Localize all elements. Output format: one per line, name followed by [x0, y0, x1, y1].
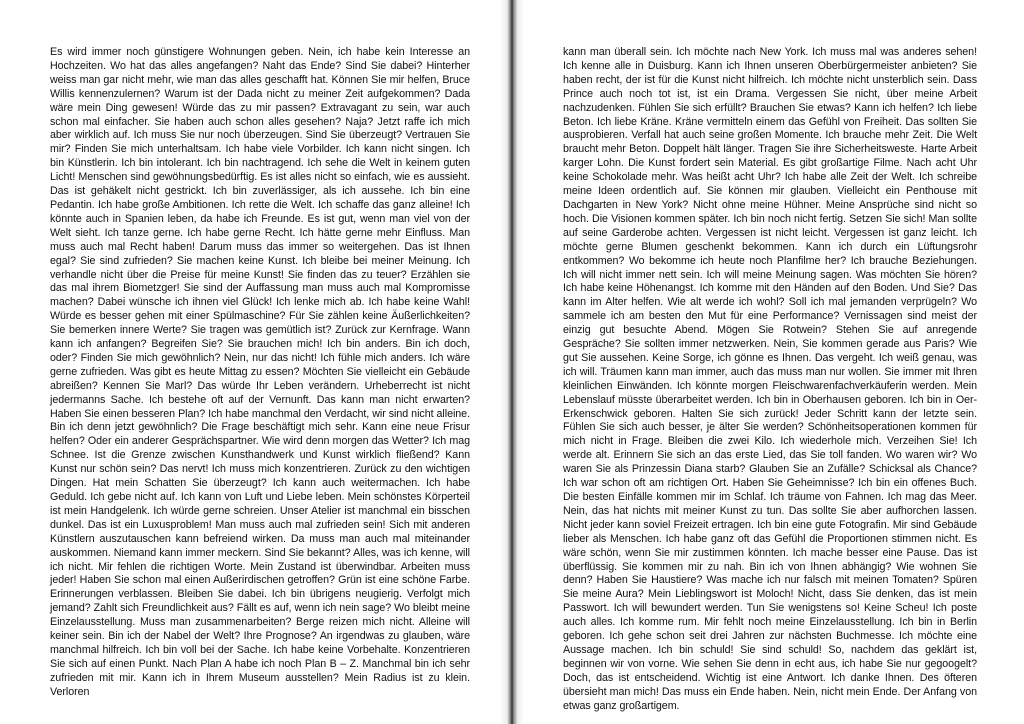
left-page-text: Es wird immer noch günstigere Wohnungen geben. Nein, ich habe kein Interesse an Hochzeiten. Wo hat das alles angefangen? Naht das Ende? Sind Sie dabei? Hinterher weiss man gar nicht mehr, wie man das alles geschafft hat. Können Sie mir helfen, Bruce Willis kennenzulernen? Warum ist der Dada nicht zu meiner Zeit aufgekommen? Dada wäre mein Ding gewesen! Würde das zu mir passen? Extravagant zu sein, war auch schon mal einfacher. Sie haben auch schon alles gesehen? Naja? Jetzt raffe ich mich aber wirklich auf. Ich muss Sie nur noch überzeugen. Sind Sie überzeugt? Vertrauen Sie mir? Finden Sie mich unterhaltsam. Ich habe viele Vorbilder. Ich kann nicht singen. Ich bin Künstlerin. Ich bin intolerant. Ich bin nachtragend. Ich sehe die Welt in keinem guten Licht! Menschen sind gewöhnungsbedürftig. Es ist alles nicht so einfach, wie es aussieht. Das ist gehäkelt nicht gestrickt. Ich bin zuverlässiger, als ich aussehe. Ich bin eine Pedantin. Ich habe große Ambitionen. Ich rette die Welt. Ich schaffe das ganz alleine! Ich könnte auch in Spanien leben, da habe ich Freunde. Es ist gut, wenn man viel von der Welt sieht. Ich tanze gerne. Ich habe gerne Recht. Ich hätte gerne mehr Einfluss. Man muss auch mal Recht haben! Darum muss das immer so weitergehen. Das ist Ihnen egal? Sie sind zufrieden? Sie machen keine Kunst. Ich bleibe bei meiner Meinung. Ich verhandle nicht über die Preise für meine Kunst! Sie finden das zu teuer? Erzählen sie das mal ihrem Biometzger! Sie sind der Auffassung man muss auch mal Kompromisse machen? Dabei wünsche ich ihnen viel Glück! Ich lenke mich ab. Ich habe keine Wahl! Würde es besser gehen mit einer Spülmaschine? Für Sie zählen keine Äußerlichkeiten? Sie bemerken innere Werte? Sie tragen was gemütlich ist? Zurück zur Kernfrage. Wann kann ich anfangen? Begreifen Sie? Sie brauchen mich! Ich bin anders. Bin ich doch, oder? Finden Sie mich gewöhnlich? Nein, nur das nicht! Ich fühle mich anders. Ich wäre gerne zufrieden. Was gibt es heute Mittag zu essen? Möchten Sie vielleicht ein Gebäude abreißen? Kennen Sie Marl? Das würde Ihr Leben verändern. Urheberrecht ist nicht jedermanns Sache. Ich bestehe oft auf der Vernunft. Das kann man nicht erwarten? Haben Sie einen besseren Plan? Ich habe manchmal den Verdacht, wir sind nicht alleine. Bin ich denn jetzt gewöhnlich? Die Frage beschäftigt mich sehr. Kann eine neue Frisur helfen? Oder ein anderer Gesprächspartner. Wie wird denn morgen das Wetter? Ich mag Schnee. Ist die Grenze zwischen Kunsthandwerk und Kunst wirklich fließend? Kann Kunst nur schön sein? Das nervt! Ich muss mich konzentrieren. Zurück zu den wichtigen Dingen. Hat mein Schatten Sie überzeugt? Ich kann auch weitermachen. Ich habe Geduld. Ich gebe nicht auf. Ich kann von Luft und Liebe leben. Mein schönstes Körperteil ist mein Handgelenk. Ich würde gerne schreien. Unser Atelier ist manchmal ein bisschen dunkel. Das ist ein Luxusproblem! Man muss auch mal zufrieden sein! Sich mit anderen Künstlern auszutauschen kann befreiend wirken. Da muss man auch mal miteinander auskommen. Niemand kann immer meckern. Sind Sie bekannt? Alles, was ich kenne, will ich nicht. Mir fehlen die richtigen Worte. Mein Zustand ist überwindbar. Arbeiten muss jeder! Haben Sie schon mal einen Außerirdischen getroffen? Grün ist eine schöne Farbe. Erinnerungen verblassen. Bleiben Sie dabei. Ich bin übrigens neugierig. Verfolgt mich jemand? Zahlt sich Freundlichkeit aus? Fällt es auf, wenn ich nein sage? Wo bleibt meine Einzelausstellung. Muss man zusammenarbeiten? Berge reizen mich nicht. Alleine will keiner sein. Bin ich der Nabel der Welt? Ihre Prognose? An irgendwas zu glauben, wäre manchmal hilfreich. Ich bin voll bei der Sache. Ich habe keine Vorbehalte. Konzentrieren Sie sich auf einen Punkt. Nach Plan A habe ich noch Plan B – Z. Manchmal bin ich sehr zufrieden mit mir. Kann ich in Ihrem Museum ausstellen? Mein Radius ist zu klein. Verloren: [50, 46, 470, 698]
book-gutter: [500, 0, 524, 724]
right-page-text: kann man überall sein. Ich möchte nach New York. Ich muss mal was anderes sehen! Ich kenne alle in Duisburg. Kann ich Ihnen unseren Oberbürgermeister anbieten? Sie haben recht, der ist für die Kunst nicht hilfreich. Ich möchte nicht unsterblich sein. Dass Prince auch noch tot ist, ist ein Drama. Vergessen Sie nicht, über meine Arbeit nachzudenken. Fühlen Sie sich erfüllt? Brauchen Sie etwas? Kann ich helfen? Ich liebe Beton. Ich liebe Kräne. Kräne vermitteln einem das Gefühl von Freiheit. Das sollten Sie ausprobieren. Verfall hat auch seine großen Momente. Ich brauche mehr Zeit. Die Welt braucht mehr Beton. Doppelt hält länger. Tragen Sie ihre Sicherheitsweste. Harte Arbeit karger Lohn. Die Kunst fordert sein Material. Es gibt großartige Filme. Nach acht Uhr keine Schokolade mehr. Was heißt acht Uhr? Ich habe alle Zeit der Welt. Ich schreibe meine Ideen ordentlich auf. Sie können mir glauben. Vielleicht ein Penthouse mit Dachgarten in New York? Nicht ohne meine Hühner. Meine Ansprüche sind nicht so hoch. Die Visionen kommen später. Ich bin noch nicht fertig. Setzen Sie sich! Man sollte auf seine Garderobe achten. Vergessen ist nicht leicht. Vergessen ist ganz leicht. Ich möchte gerne Blumen geschenkt bekommen. Kann ich durch ein Lüftungsrohr entkommen? Wo bekomme ich heute noch Planfilme her? Ich brauche Beziehungen. Ich will nicht immer nett sein. Ich will meine Meinung sagen. Was möchten Sie hören? Ich habe keine Höhenangst. Ich komme mit den Händen auf den Boden. Und Sie? Das kann im Alter helfen. Wie alt werde ich wohl? Soll ich mal jemanden verprügeln? Wo sammele ich am besten den Mut für eine Performance? Vernissagen sind meist der einzig gut besuchte Abend. Mögen Sie Rotwein? Stehen Sie auf anregende Gespräche? Sie sollten immer netzwerken. Nein, Sie kommen gerade aus Paris? Wie gut Sie aussehen. Keine Sorge, ich gönne es Ihnen. Das vergeht. Ich weiß genau, was ich will. Träumen kann man immer, auch das muss man nur wollen. Sie immer mit Ihren kleinlichen Einwänden. Ich könnte morgen Fleischwarenfachverkäuferin werden. Mein Lebenslauf müsste überarbeitet werden. Ich bin in Oberhausen geboren. Ich bin in Oer-Erkenschwick geboren. Halten Sie sich zurück! Jeder Schritt kann der letzte sein. Fühlen Sie sich auch besser, je älter Sie werden? Schönheitsoperationen kommen für mich nicht in Frage. Bleiben die zwei Kilo. Ich wiederhole mich. Verzeihen Sie! Ich werde alt. Erinnern Sie sich an das erste Lied, das Sie toll fanden. Wo waren wir? Wo waren Sie als Prinzessin Diana starb? Glauben Sie an Zufälle? Schicksal als Chance? Ich war schon oft am richtigen Ort. Haben Sie Geheimnisse? Ich bin ein offenes Buch. Die besten Einfälle kommen mir im Schlaf. Ich träume von Fahnen. Ich mag das Meer. Nein, das hat nichts mit meiner Kunst zu tun. Das sollte Sie aber aufhorchen lassen. Nicht jeder kann soviel Freizeit ertragen. Ich bin eine gute Fotografin. Mir sind Gebäude lieber als Menschen. Ich habe ganz oft das Gefühl die Proportionen stimmen nicht. Es wäre schön, wenn Sie mir zustimmen könnten. Ich mache besser eine Pause. Das ist überflüssig. Sie kommen mir zu nah. Bin ich von Ihnen abhängig? Wie wohnen Sie denn? Haben Sie Haustiere? Was mache ich nur falsch mit meinen Tomaten? Spüren Sie meine Aura? Mein Lieblingswort ist Moloch! Nicht, dass Sie denken, das ist mein Passwort. Ich will bewundert werden. Tun Sie wenigstens so! Keine Scheu! Ich poste auch alles. Ich komme rum. Mir fehlt noch meine Einzelausstellung. Ich bin in Berlin geboren. Ich gehe schon seit drei Jahren zur nächsten Buchmesse. Ich möchte eine Aussage machen. Ich bin schuld! Sie sind schuld! So, nachdem das geklärt ist, beginnen wir von vorne. Wie sehen Sie denn in echt aus, ich habe Sie nur gegoogelt? Doch, das ist entscheidend. Wichtig ist eine Antwort. Ich danke Ihnen. Des öfteren übersieht man mich! Das muss ein Ende haben. Nein, nicht mein Ende. Der Anfang von etwas ganz großartigem.: [563, 46, 977, 712]
